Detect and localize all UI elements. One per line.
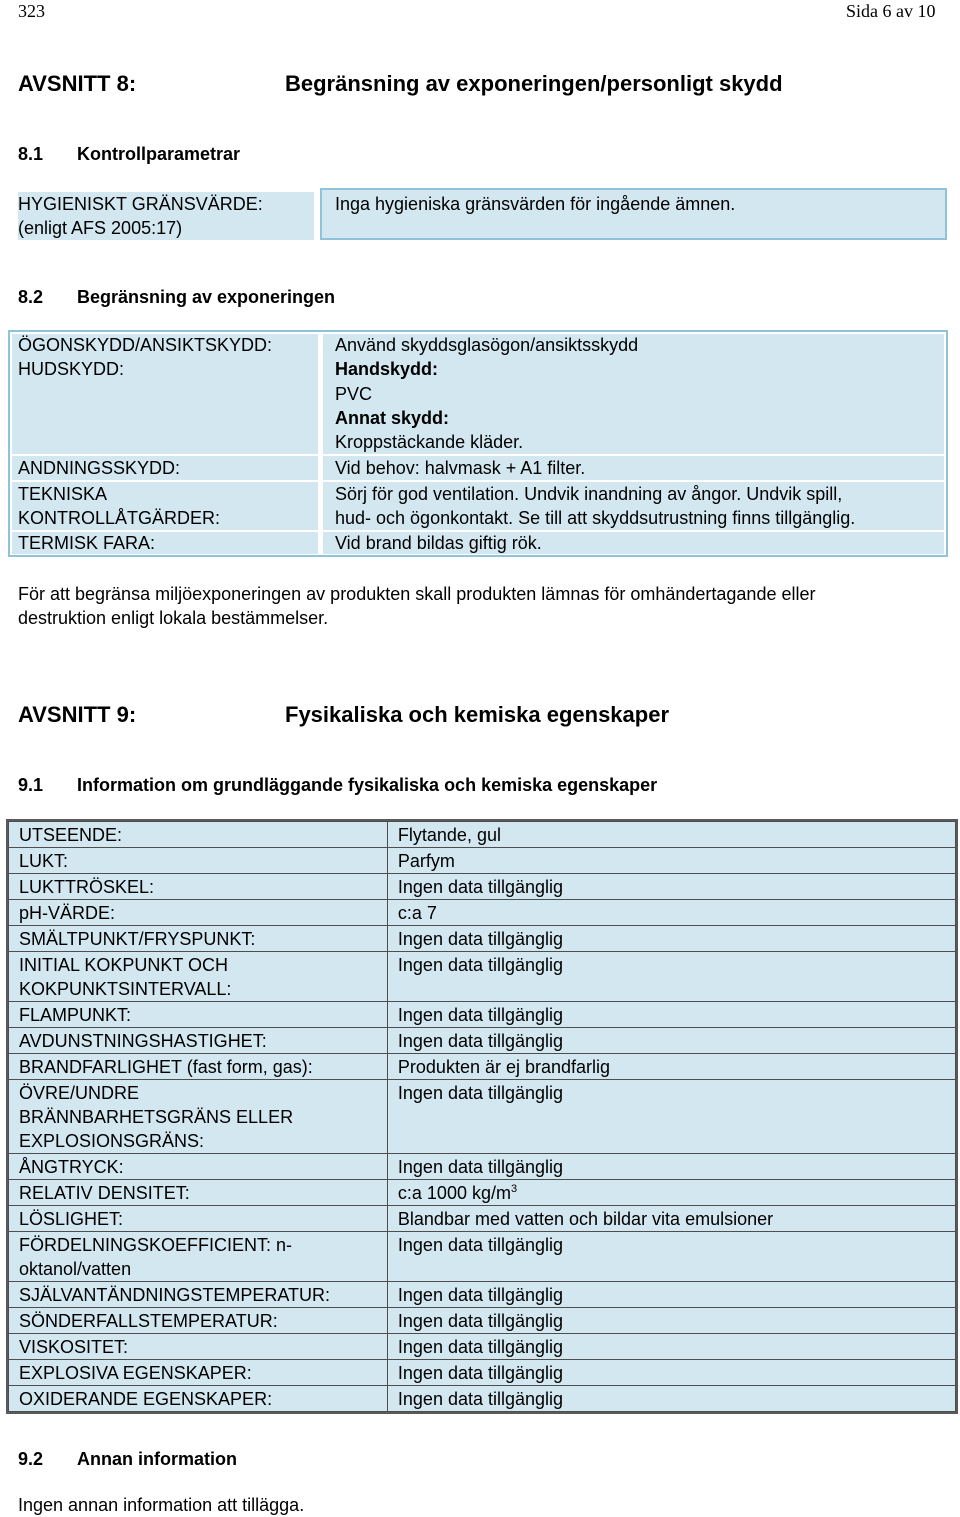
property-value [387, 1080, 955, 1154]
property-label-line: ÅNGTRYCK: [19, 1157, 124, 1177]
section-9-title: Fysikaliska och kemiska egenskaper [285, 702, 670, 727]
property-label [9, 926, 388, 952]
property-label [9, 1206, 388, 1232]
property-label-line: FÖRDELNINGSKOEFFICIENT: n- [19, 1235, 293, 1255]
property-label-line: RELATIV DENSITET: [19, 1183, 190, 1203]
property-value [387, 874, 955, 900]
hand-protection-heading: Handskydd: [335, 359, 439, 379]
hygiene-limit-value-box [320, 188, 947, 240]
property-value-text: Flytande, gul [397, 825, 501, 845]
property-value-text: Ingen data tillgänglig [397, 1337, 564, 1357]
property-value [387, 926, 955, 952]
property-value [387, 1334, 955, 1360]
property-value [387, 1054, 955, 1080]
property-row [9, 848, 956, 874]
property-row [9, 900, 956, 926]
property-value-text: Ingen data tillgänglig [397, 1363, 564, 1383]
hygiene-limit-label-line1: HYGIENISKT GRÄNSVÄRDE: [18, 194, 263, 214]
hygiene-limit-label [18, 192, 314, 240]
property-label-line: oktanol/vatten [19, 1259, 132, 1279]
property-label-line: AVDUNSTNINGSHASTIGHET: [19, 1031, 267, 1051]
property-label-line: BRANDFARLIGHET (fast form, gas): [19, 1057, 313, 1077]
property-label-line: SMÄLTPUNKT/FRYSPUNKT: [19, 929, 256, 949]
property-value [387, 952, 955, 1002]
property-label [9, 848, 388, 874]
property-label-line: SJÄLVANTÄNDNINGSTEMPERATUR: [19, 1285, 331, 1305]
property-value-text: Ingen data tillgänglig [397, 1285, 564, 1305]
environmental-text-line2: destruktion enligt lokala bestämmelser. [18, 608, 329, 628]
property-label [9, 822, 388, 848]
property-label [9, 874, 388, 900]
subsection-9-2-number: 9.2 [18, 1449, 44, 1469]
other-protection-value: Kroppstäckande kläder. [335, 432, 524, 452]
property-label-line: ÖVRE/UNDRE [19, 1083, 140, 1103]
properties-table [8, 821, 956, 1412]
hygiene-limit-label-line2: (enligt AFS 2005:17) [18, 218, 183, 238]
section-8-title: Begränsning av exponeringen/personligt skydd [285, 71, 783, 96]
technical-controls-label-line1: TEKNISKA [18, 484, 108, 504]
eye-protection-label: ÖGONSKYDD/ANSIKTSKYDD: [18, 335, 273, 355]
subsection-9-1-title: Information om grundläggande fysikaliska och kemiska egenskaper [77, 775, 658, 795]
property-value-text: Ingen data tillgänglig [397, 1157, 564, 1177]
property-value [387, 1028, 955, 1054]
property-value [387, 1232, 955, 1282]
subsection-8-1-title: Kontrollparametrar [77, 144, 241, 164]
property-row [9, 952, 956, 1002]
property-label-line: BRÄNNBARHETSGRÄNS ELLER [19, 1107, 294, 1127]
respiratory-protection-label: ANDNINGSSKYDD: [18, 458, 181, 478]
property-label-line: SÖNDERFALLSTEMPERATUR: [19, 1311, 278, 1331]
hand-protection-value: PVC [335, 384, 373, 404]
property-value-text: Ingen data tillgänglig [397, 1235, 564, 1255]
property-label [9, 1002, 388, 1028]
property-value [387, 1154, 955, 1180]
subsection-8-1-number: 8.1 [18, 144, 44, 164]
property-value-text: Ingen data tillgänglig [397, 877, 564, 897]
property-row [9, 1360, 956, 1386]
property-value-text: Ingen data tillgänglig [397, 955, 564, 975]
property-label-line: LUKTTRÖSKEL: [19, 877, 155, 897]
property-value [387, 1002, 955, 1028]
property-value-text: Ingen data tillgänglig [397, 1005, 564, 1025]
property-label-line: LÖSLIGHET: [19, 1209, 124, 1229]
property-row [9, 874, 956, 900]
property-row [9, 1180, 956, 1206]
property-row [9, 1334, 956, 1360]
property-label [9, 1080, 388, 1154]
property-label-line: FLAMPUNKT: [19, 1005, 132, 1025]
document-number: 323 [18, 1, 45, 21]
property-value-text: Produkten är ej brandfarlig [397, 1057, 611, 1077]
property-value [387, 822, 955, 848]
respiratory-protection-value: Vid behov: halvmask + A1 filter. [335, 458, 586, 478]
property-label-line: UTSEENDE: [19, 825, 123, 845]
property-label [9, 1180, 388, 1206]
property-label-line: OXIDERANDE EGENSKAPER: [19, 1389, 273, 1409]
property-value [387, 848, 955, 874]
property-value [387, 1360, 955, 1386]
skin-protection-label: HUDSKYDD: [18, 359, 125, 379]
property-label [9, 1054, 388, 1080]
property-row [9, 926, 956, 952]
property-label-line: LUKT: [19, 851, 69, 871]
property-row [9, 1054, 956, 1080]
property-label [9, 1282, 388, 1308]
property-value-text: c:a 7 [397, 903, 437, 923]
property-label [9, 1308, 388, 1334]
property-label-line: VISKOSITET: [19, 1337, 129, 1357]
technical-controls-value-line2: hud- och ögonkontakt. Se till att skyddsutrustning finns tillgänglig. [335, 508, 856, 528]
properties-table-frame [6, 819, 958, 1414]
property-label-line: pH-VÄRDE: [19, 903, 116, 923]
technical-controls-label-line2: KONTROLLÅTGÄRDER: [18, 508, 221, 528]
page-indicator: Sida 6 av 10 [846, 1, 936, 21]
property-value-text: Ingen data tillgänglig [397, 1083, 564, 1103]
property-label [9, 1334, 388, 1360]
property-label [9, 1360, 388, 1386]
environmental-text-line1: För att begränsa miljöexponeringen av produkten skall produkten lämnas för omhändertagande eller [18, 584, 816, 604]
property-value-text: Ingen data tillgänglig [397, 1311, 564, 1331]
property-row [9, 1080, 956, 1154]
property-value-text: Parfym [397, 851, 455, 871]
property-label-line: EXPLOSIVA EGENSKAPER: [19, 1363, 252, 1383]
property-row [9, 1206, 956, 1232]
property-label [9, 900, 388, 926]
section-8-number: AVSNITT 8: [18, 71, 137, 96]
property-label [9, 952, 388, 1002]
property-row [9, 1002, 956, 1028]
property-row [9, 1308, 956, 1334]
property-value-text: Ingen data tillgänglig [397, 1389, 564, 1409]
other-protection-heading: Annat skydd: [335, 408, 450, 428]
subsection-8-2-number: 8.2 [18, 287, 44, 307]
property-label-line: EXPLOSIONSGRÄNS: [19, 1131, 205, 1151]
property-label [9, 1154, 388, 1180]
property-value-text: Blandbar med vatten och bildar vita emulsioner [397, 1209, 774, 1229]
property-value [387, 1180, 955, 1206]
property-value [387, 1308, 955, 1334]
property-row [9, 1232, 956, 1282]
property-row [9, 1028, 956, 1054]
thermal-hazard-value: Vid brand bildas giftig rök. [335, 533, 542, 553]
property-row [9, 1386, 956, 1412]
property-label [9, 1028, 388, 1054]
other-information-text: Ingen annan information att tillägga. [18, 1495, 305, 1515]
property-label [9, 1386, 388, 1412]
property-value-text: c:a 1000 kg/m [397, 1183, 511, 1203]
property-row [9, 1282, 956, 1308]
property-value-text: Ingen data tillgänglig [397, 1031, 564, 1051]
thermal-hazard-label: TERMISK FARA: [18, 533, 156, 553]
property-value [387, 1206, 955, 1232]
eye-protection-value: Använd skyddsglasögon/ansiktsskydd [335, 335, 639, 355]
property-row [9, 822, 956, 848]
property-label [9, 1232, 388, 1282]
property-value [387, 900, 955, 926]
technical-controls-value-line1: Sörj för god ventilation. Undvik inandning av ångor. Undvik spill, [335, 484, 843, 504]
subsection-8-2-title: Begränsning av exponeringen [77, 287, 336, 307]
property-value [387, 1282, 955, 1308]
property-label-line: INITIAL KOKPUNKT OCH [19, 955, 229, 975]
property-row [9, 1154, 956, 1180]
property-label-line: KOKPUNKTSINTERVALL: [19, 979, 232, 999]
property-value-text: Ingen data tillgänglig [397, 929, 564, 949]
hygiene-limit-value: Inga hygieniska gränsvärden för ingående ämnen. [335, 194, 736, 214]
property-value-superscript: 3 [510, 1183, 518, 1195]
subsection-9-1-number: 9.1 [18, 775, 44, 795]
subsection-9-2-title: Annan information [77, 1449, 237, 1469]
section-9-number: AVSNITT 9: [18, 702, 137, 727]
property-value [387, 1386, 955, 1412]
